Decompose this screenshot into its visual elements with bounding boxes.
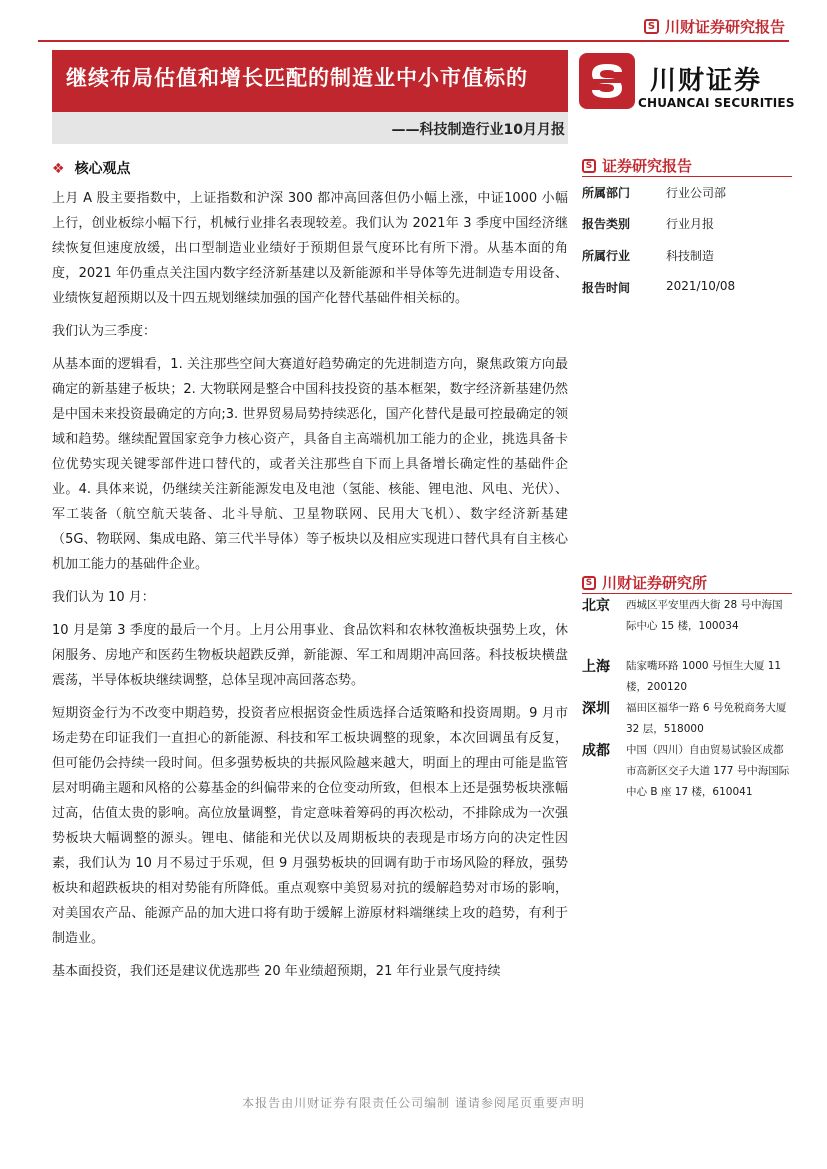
report-title: 继续布局估值和增长匹配的制造业中小市值标的	[66, 66, 528, 90]
company-logo-icon	[578, 52, 636, 110]
info-key: 报告类别	[582, 217, 631, 231]
body-text	[52, 186, 568, 992]
report-subtitle: ——科技制造行业10月月报	[391, 122, 565, 138]
address-text: 中国（四川）自由贸易试验区成都市高新区交子大道 177 号中海国际中心 B 座 17 楼，610041	[626, 744, 790, 798]
report-info-heading	[582, 155, 692, 176]
info-row-department	[582, 184, 726, 201]
report-info-divider	[582, 176, 792, 177]
info-value: 行业月报	[666, 217, 715, 231]
info-key: 报告时间	[582, 281, 631, 295]
header-brand-text: 川财证券研究报告	[664, 18, 785, 36]
footer-disclaimer: 本报告由川财证券有限责任公司编制 谨请参阅尾页重要声明	[242, 1096, 585, 1110]
address-text: 西城区平安里西大街 28 号中海国际中心 15 楼，100034	[626, 599, 783, 632]
address-city: 深圳	[582, 701, 610, 717]
address-chengdu	[582, 740, 792, 803]
info-value: 2021/10/08	[666, 279, 736, 293]
paragraph: 我们认为三季度：	[52, 324, 157, 339]
header-divider	[38, 40, 789, 42]
header-brand	[644, 16, 785, 37]
address-text: 福田区福华一路 6 号免税商务大厦 32 层，518000	[626, 702, 787, 735]
info-row-date	[582, 279, 735, 296]
institute-divider	[582, 593, 792, 594]
info-value: 科技制造	[666, 249, 715, 263]
address-shanghai	[582, 656, 792, 698]
report-logo-icon: S	[582, 159, 596, 173]
brand-logo-icon: S	[644, 19, 659, 34]
info-row-industry	[582, 247, 714, 264]
logo-cn-name: 川财证券	[650, 66, 763, 96]
paragraph: 从基本面的逻辑看，1. 关注那些空间大赛道好趋势确定的先进制造方向，聚焦政策方向最确定的新基建子板块；2. 大物联网是整合中国科技投资的基本框架，数字经济新基建仍然是中国未来投资最确定的方向;3. 世界贸易局势持续恶化，国产化替代是最可控最确定的领域和趋势。继续配置国家竞争力核心资产，具备自主高端机加工能力的企业，挑选具备卡位优势实现关键零部件进口替代的，或者关注那些自下而上具备增长确定性的基础件企业。4. 具体来说，仍继续关注新能源发电及电池（氢能、核能、锂电池、风电、光伏）、军工装备（航空航天装备、北斗导航、卫星物联网、民用大飞机）、数字经济新基建（5G、物联网、集成电路、第三代半导体）等子板块以及相应实现进口替代具有自主核心机加工能力的基础件企业。	[52, 357, 568, 572]
core-view-title: 核心观点	[74, 161, 131, 177]
address-shenzhen	[582, 698, 792, 740]
logo-en-name: CHUANCAI SECURITIES	[638, 96, 795, 110]
institute-logo-icon: S	[582, 576, 596, 590]
paragraph: 我们认为 10 月：	[52, 590, 155, 605]
address-city: 上海	[582, 659, 610, 675]
institute-heading	[582, 572, 707, 593]
institute-title: 川财证券研究所	[602, 574, 708, 592]
info-row-category	[582, 215, 714, 232]
paragraph: 10 月是第 3 季度的最后一个月。上月公用事业、食品饮料和农林牧渔板块强势上攻，休闲服务、房地产和医药生物板块超跌反弹，新能源、军工和周期冲高回落。科技板块横盘震荡，半导体板块继续调整，总体呈现冲高回落态势。	[52, 623, 568, 688]
diamond-bullet-icon: ❖	[52, 161, 65, 177]
info-key: 所属行业	[582, 249, 631, 263]
core-view-heading	[52, 158, 131, 178]
info-value: 行业公司部	[666, 186, 727, 200]
address-city: 成都	[582, 743, 610, 759]
paragraph: 基本面投资，我们还是建议优选那些 20 年业绩超预期，21 年行业景气度持续	[52, 964, 501, 979]
paragraph: 上月 A 股主要指数中，上证指数和沪深 300 都冲高回落但仍小幅上涨，中证1000 小幅上行，创业板综小幅下行，机械行业排名表现较差。我们认为 2021年 3 季度中国经济继续恢复但速度放缓，出口型制造业业绩好于预期但景气度环比有所下滑。从基本面的角度，2021 年仍重点关注国内数字经济新基建以及新能源和半导体等先进制造专用设备、业绩恢复超预期以及十四五规划继续加强的国产化替代基础件相关标的。	[52, 191, 568, 306]
report-info-title: 证券研究报告	[602, 157, 693, 175]
address-beijing	[582, 595, 792, 637]
paragraph: 短期资金行为不改变中期趋势，投资者应根据资金性质选择合适策略和投资周期。9 月市场走势在印证我们一直担心的新能源、科技和军工板块调整的现象，本次回调虽有反复，但可能仍会持续一段时间。但多强势板块的共振风险越来越大，明面上的理由可能是监管层对明确主题和风格的公募基金的纠偏带来的仓位变动所致，但根本上还是强势板块涨幅过高，估值太贵的影响。高位放量调整，肯定意味着筹码的再次松动，不排除成为一次强势板块大幅调整的源头。锂电、储能和光伏以及周期板块的表现是市场方向的决定性因素，我们认为 10 月不易过于乐观，但 9 月强势板块的回调有助于市场风险的释放，强势板块和超跌板块的相对势能有所降低。重点观察中美贸易对抗的缓解趋势对市场的影响，对美国农产品、能源产品的加大进口将有助于缓解上游原材料端继续上攻的趋势，有利于制造业。	[52, 706, 568, 946]
address-text: 陆家嘴环路 1000 号恒生大厦 11 楼，200120	[626, 660, 782, 693]
address-city: 北京	[582, 598, 610, 614]
info-key: 所属部门	[582, 186, 631, 200]
